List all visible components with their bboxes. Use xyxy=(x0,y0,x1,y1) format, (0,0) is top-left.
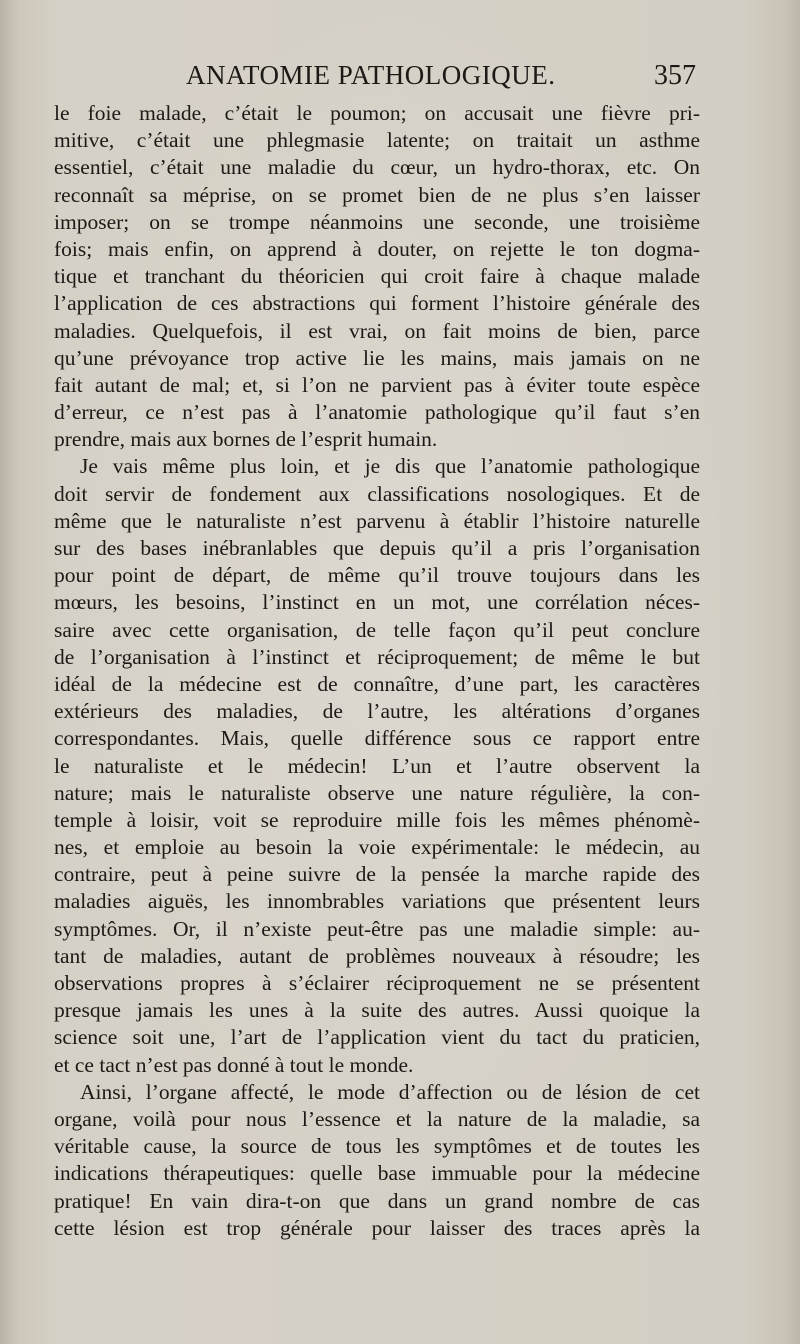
text-line: nes, et emploie au besoin la voie expérimentale: le médecin, au xyxy=(54,835,700,860)
text-line: essentiel, c’était une maladie du cœur, un hydro-thorax, etc. On xyxy=(54,155,700,180)
text-line: reconnaît sa méprise, on se promet bien de ne plus s’en laisser xyxy=(54,182,700,207)
text-line: sur des bases inébranlables que depuis qu’il a pris l’organisation xyxy=(54,536,700,560)
text-line: idéal de la médecine est de connaître, d’une part, les caractères xyxy=(54,671,700,696)
text-line: véritable cause, la source de tous les symptômes et de toutes les xyxy=(54,1134,700,1159)
text-line: Ainsi, l’organe affecté, le mode d’affection ou de lésion de cet xyxy=(80,1079,700,1104)
text-line: de l’organisation à l’instinct et réciproquement; de même le but xyxy=(54,644,700,669)
text-line: symptômes. Or, il n’existe peut-être pas une maladie simple: au- xyxy=(54,916,700,941)
running-title: ANATOMIE PATHOLOGIQUE. xyxy=(186,60,556,90)
text-line: maladies aiguës, les innombrables variations que présentent leurs xyxy=(54,889,700,914)
text-line: prendre, mais aux bornes de l’esprit humain. xyxy=(54,427,438,452)
paragraph xyxy=(54,100,700,453)
text-line: tique et tranchant du théoricien qui croit faire à chaque malade xyxy=(54,264,700,289)
text-line: pratique! En vain dira-t-on que dans un grand nombre de cas xyxy=(54,1188,700,1213)
text-line: maladies. Quelquefois, il est vrai, on fait moins de bien, parce xyxy=(54,318,700,343)
text-line: organe, voilà pour nous l’essence et la nature de la maladie, sa xyxy=(54,1106,700,1131)
text-line: Je vais même plus loin, et je dis que l’anatomie pathologique xyxy=(80,454,700,479)
paragraph xyxy=(54,1079,700,1242)
text-line: saire avec cette organisation, de telle façon qu’il peut conclure xyxy=(54,617,700,642)
text-line: tant de maladies, autant de problèmes nouveaux à résoudre; les xyxy=(54,943,700,968)
text-line: fait autant de mal; et, si l’on ne parvient pas à éviter toute espèce xyxy=(54,372,700,397)
text-line: l’application de ces abstractions qui forment l’histoire générale des xyxy=(54,291,700,316)
text-line: extérieurs des maladies, de l’autre, les altérations d’organes xyxy=(54,699,700,724)
text-line: le naturaliste et le médecin! L’un et l’autre observent la xyxy=(54,753,700,778)
text-line: contraire, peut à peine suivre de la pensée la marche rapide des xyxy=(54,862,700,887)
text-line: d’erreur, ce n’est pas à l’anatomie pathologique qu’il faut s’en xyxy=(54,400,700,425)
text-line: imposer; on se trompe néanmoins une seconde, une troisième xyxy=(54,209,700,234)
text-line: nature; mais le naturaliste observe une nature régulière, la con- xyxy=(54,780,700,805)
text-line: et ce tact n’est pas donné à tout le monde. xyxy=(54,1052,414,1077)
text-line: mœurs, les besoins, l’instinct en un mot, une corrélation néces- xyxy=(54,590,700,615)
text-line: mitive, c’était une phlegmasie latente; on traitait un asthme xyxy=(54,128,700,153)
text-line: fois; mais enfin, on apprend à douter, on rejette le ton dogma- xyxy=(54,236,700,261)
text-line: temple à loisir, voit se reproduire mille fois les mêmes phénomè- xyxy=(54,807,700,832)
text-line: même que le naturaliste n’est parvenu à établir l’histoire naturelle xyxy=(54,508,700,533)
text-line: presque jamais les unes à la suite des autres. Aussi quoique la xyxy=(54,998,700,1023)
text-line: le foie malade, c’était le poumon; on accusait une fièvre pri- xyxy=(54,101,700,125)
text-line: pour point de départ, de même qu’il trouve toujours dans les xyxy=(54,563,700,588)
text-line: doit servir de fondement aux classifications nosologiques. Et de xyxy=(54,481,700,506)
paragraph xyxy=(54,453,700,1078)
text-line: qu’une prévoyance trop active lie les mains, mais jamais on ne xyxy=(54,345,700,370)
text-line: science soit une, l’art de l’application vient du tact du praticien, xyxy=(54,1025,700,1050)
text-line: observations propres à s’éclairer réciproquement ne se présentent xyxy=(54,971,700,995)
page-header xyxy=(0,58,800,98)
text-line: indications thérapeutiques: quelle base immuable pour la médecine xyxy=(54,1161,700,1186)
body-text xyxy=(54,100,700,1242)
text-line: cette lésion est trop générale pour laisser des traces après la xyxy=(54,1215,700,1240)
page-number: 357 xyxy=(654,60,696,91)
text-line: correspondantes. Mais, quelle différence sous ce rapport entre xyxy=(54,726,700,751)
